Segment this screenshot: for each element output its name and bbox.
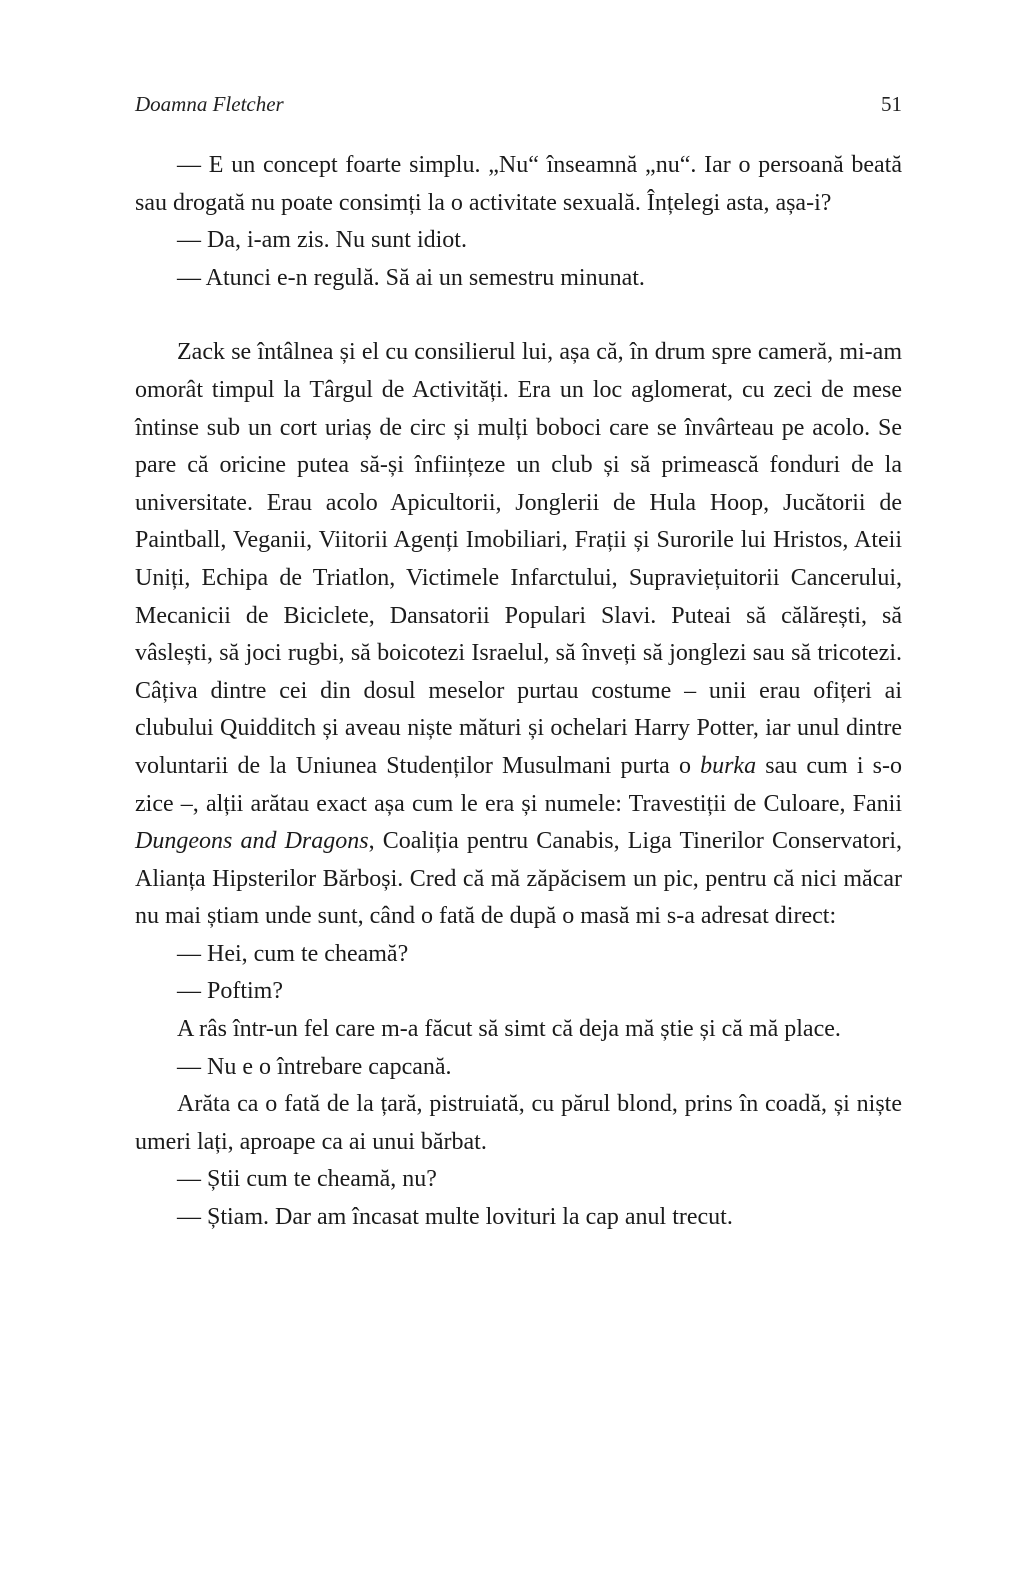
text-run: A râs într-un fel care m-a făcut să simt că deja mă știe și că mă place. [177, 1016, 841, 1043]
text-run: — E un concept foarte simplu. „Nu“ înseamnă „nu“. Iar o persoană beată sau drogată nu poate consimți la o activitate sexuală. Înțelegi asta, așa-i? [135, 152, 902, 216]
italic-text-run: burka [700, 752, 757, 779]
text-run: — Da, i-am zis. Nu sunt idiot. [177, 227, 467, 254]
dialogue-paragraph [135, 973, 902, 1011]
text-paragraph [135, 334, 902, 936]
dialogue-paragraph [135, 1049, 902, 1087]
text-run: Zack se întâlnea și el cu consilierul lui, așa că, în drum spre cameră, mi-am omorât timpul la Târgul de Activități. Era un loc aglomerat, cu zeci de mese întinse sub un cort uriaș de circ și mulți boboci care se învârteau pe acolo. Se pare că oricine putea să-și înființeze un club și să primească fonduri de la universitate. Erau acolo Apicultorii, Jonglerii de Hula Hoop, Jucătorii de Paintball, Veganii, Viitorii Agenți Imobiliari, Frații și Surorile lui Hristos, Ateii Uniți, Echipa de Triatlon, Victimele Infarctului, Supraviețuitorii Cancerului, Mecanicii de Biciclete, Dansatorii Populari Slavi. Puteai să călărești, să vâslești, să joci rugbi, să boicotezi Israelul, să înveți să jonglezi sau să tricotezi. Câțiva dintre cei din dosul meselor purtau costume – unii erau ofițeri ai clubului Quidditch și aveau niște mături și ochelari Harry Potter, iar unul dintre voluntarii de la Uniunea Studenților Musulmani purta o [135, 339, 902, 779]
text-run: — Hei, cum te cheamă? [177, 940, 409, 967]
page-body [135, 147, 902, 1237]
text-paragraph [135, 1011, 902, 1049]
dialogue-paragraph [135, 1199, 902, 1237]
text-run: — Atunci e-n regulă. Să ai un semestru minunat. [177, 264, 645, 291]
text-run: — Știi cum te cheamă, nu? [177, 1166, 437, 1193]
text-run: — Nu e o întrebare capcană. [177, 1053, 452, 1080]
text-run: — Poftim? [177, 978, 283, 1005]
dialogue-paragraph [135, 1161, 902, 1199]
dialogue-paragraph [135, 147, 902, 222]
text-run: — Știam. Dar am încasat multe lovituri la cap anul trecut. [177, 1204, 733, 1231]
text-run: sau cum i s-o zice –, alții arătau exact așa cum le era și numele: Travestiții de Culoare, Fanii [135, 752, 902, 817]
dialogue-paragraph [135, 260, 902, 298]
dialogue-paragraph [135, 936, 902, 974]
text-paragraph [135, 1086, 902, 1161]
running-title: Doamna Fletcher [135, 92, 284, 116]
italic-text-run: Dungeons and Dragons [135, 828, 369, 855]
text-run: , Coaliția pentru Canabis, Liga Tinerilor Conservatori, Alianța Hipsterilor Bărboși. Cred că mă zăpăcisem un pic, pentru că nici măcar nu mai știam unde sunt, când o fată de după o masă mi s-a adresat direct: [135, 828, 902, 930]
running-header [135, 92, 902, 117]
dialogue-paragraph [135, 222, 902, 260]
text-run: Arăta ca o fată de la țară, pistruiată, cu părul blond, prins în coadă, și niște umeri lați, aproape ca ai unui bărbat. [135, 1091, 902, 1155]
page-number: 51 [881, 92, 902, 116]
